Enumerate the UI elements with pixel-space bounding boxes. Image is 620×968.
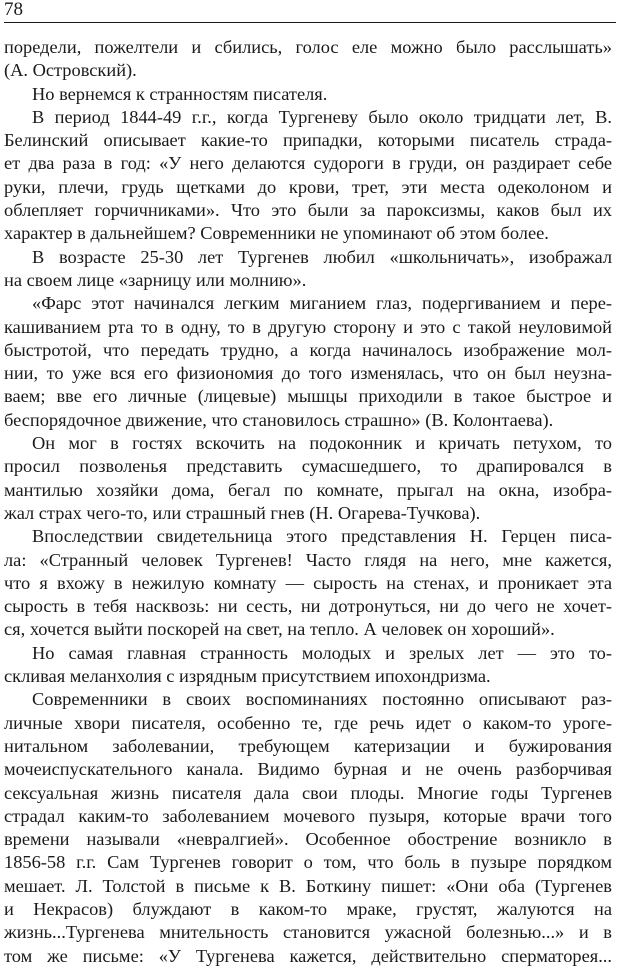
text-line: страдал каким-то заболеванием мочевого пузыря, которые врачи того: [4, 805, 612, 826]
text-line: ваем; вве его личные (лицевые) мышцы приходили в такое быстрое и: [4, 386, 612, 407]
text-line: что я вхожу в нежилую комнату — сырость на стенах, и проникает эта: [4, 572, 612, 593]
text-line: В возрасте 25-30 лет Тургенев любил «школьничать», изображал: [32, 246, 612, 267]
page-number: 78: [4, 0, 23, 20]
text-line: мешает. Л. Толстой в письме к В. Боткину пишет: «Они оба (Тургенев: [4, 875, 612, 896]
text-line: скливая меланхолия с изрядным присутствием ипохондризма.: [4, 666, 491, 687]
text-line: (А. Островский).: [4, 60, 137, 81]
text-line: ся, хочется выйти поскорей на свет, на тепло. А человек он хороший».: [4, 619, 555, 640]
text-line: нии, то уже вся его физиономия до того изменялась, что он был неузна-: [4, 363, 612, 384]
text-line: Белинский описывает какие-то припадки, которыми писатель страда-: [4, 130, 612, 151]
text-line: 1856-58 г.г. Сам Тургенев говорит о том, что боль в пузыре порядком: [4, 852, 612, 873]
text-line: «Фарс этот начинался легким миганием глаз, подергиванием и пере-: [32, 293, 612, 314]
text-line: руки, плечи, грудь щетками до крови, трет, эти места одеколоном и: [4, 176, 612, 197]
text-line: мочеиспускательного канала. Видимо бурная и не очень разборчивая: [4, 759, 612, 780]
text-line: Но самая главная странность молодых и зрелых лет — это то-: [32, 642, 612, 663]
text-line: Он мог в гостях вскочить на подоконник и кричать петухом, то: [32, 433, 612, 454]
text-line: быстротой, что передать трудно, а когда начиналось изображение мол-: [4, 339, 612, 360]
text-line: ла: «Странный человек Тургенев! Часто глядя на него, мне кажется,: [4, 549, 612, 570]
page-header: [4, 0, 616, 23]
text-line: Впоследствии свидетельница этого представления Н. Герцен писа-: [32, 526, 612, 547]
text-line: В период 1844-49 г.г., когда Тургеневу было около тридцати лет, В.: [32, 106, 612, 127]
text-line: поредели, пожелтели и сбились, голос еле можно было расслышать»: [4, 37, 612, 57]
text-line: кашиванием рта то в одну, то в другую сторону и это с такой неуловимой: [4, 316, 612, 337]
text-line: на своем лице «зарницу или молнию».: [4, 269, 307, 290]
text-line: беспорядочное движение, что становилось страшно» (В. Колонтаева).: [4, 409, 554, 430]
text-line: и Некрасов) блуждают в каком-то мраке, грустят, жалуются на: [4, 898, 612, 919]
text-line: Но вернемся к странностям писателя.: [32, 83, 328, 104]
text-line: просил позволенья представить сумасшедшего, то драпировался в: [4, 456, 612, 477]
body-text: [4, 36, 612, 968]
text-line: ет два раза в год: «У него делаются судороги в груди, он раздирает себе: [4, 153, 612, 174]
text-line: мантилью хозяйки дома, бегал по комнате, прыгал на окна, изобра-: [4, 479, 612, 500]
text-line: характер в дальнейшем? Современники не упоминают об этом более.: [4, 223, 549, 244]
text-line: времени называли «невралгией». Особенное обострение возникло в: [4, 829, 612, 850]
text-line: том же письме: «У Тургенева кажется, действительно сперматорея...: [4, 945, 612, 966]
text-line: облепляет горчичниками». Что это были за пароксизмы, каков был их: [4, 200, 612, 221]
text-line: нитальном заболевании, требующем катеризации и бужирования: [4, 735, 612, 756]
text-line: сырость в тебя насквозь: ни сесть, ни дотронуться, ни до чего не хочет-: [4, 596, 612, 617]
text-line: Современники в своих воспоминаниях постоянно описывают раз-: [32, 689, 612, 710]
text-line: сексуальная жизнь писателя дала свои плоды. Многие годы Тургенев: [4, 782, 612, 803]
text-line: жизнь...Тургенева мнительность становится ужасной болезнью...» и в: [4, 922, 612, 943]
text-line: жал страх чего-то, или страшный гнев (Н. Огарева-Тучкова).: [4, 502, 481, 523]
text-line: личные хвори писателя, особенно те, где речь идет о каком-то уроге-: [4, 712, 612, 733]
